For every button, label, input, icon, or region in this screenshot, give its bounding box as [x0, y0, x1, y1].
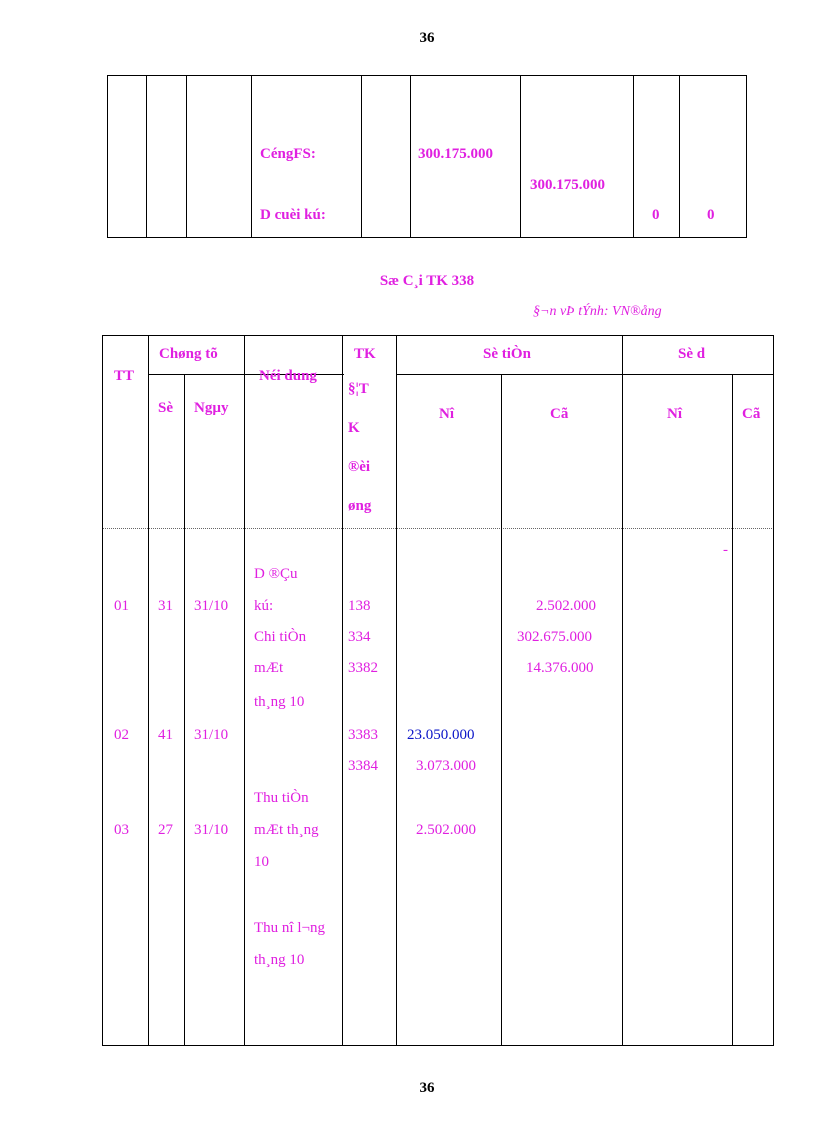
header-no-balance: Nî [667, 406, 682, 422]
total-label: CéngFS: [260, 146, 316, 162]
header-tk-line3: ®èi [348, 459, 371, 475]
credit-amount: 14.376.000 [526, 660, 594, 676]
content-line: kú: [254, 598, 274, 614]
content-line: Thu tiÒn [254, 790, 309, 806]
col-line [773, 335, 774, 1046]
col-line [501, 374, 502, 1046]
row-tt: 03 [114, 822, 129, 838]
col-line [342, 335, 343, 1046]
ledger-title: Sæ C¸i TK 338 [379, 273, 475, 289]
content-line: th¸ng 10 [254, 694, 305, 710]
row-tt: 02 [114, 727, 129, 743]
end-balance-label: D cuèi kú: [260, 207, 326, 223]
header-tk: TK [354, 346, 376, 362]
col-divider [251, 76, 252, 237]
page-number-top: 36 [419, 30, 435, 46]
content-line: Thu nî l¬ng [254, 920, 325, 936]
row-ngay: 31/10 [194, 822, 229, 838]
tk-value: 138 [348, 598, 371, 614]
col-divider [679, 76, 680, 237]
col-divider [186, 76, 187, 237]
balance-dash: - [723, 542, 728, 558]
debit-total: 300.175.000 [418, 146, 493, 162]
content-line: th¸ng 10 [254, 952, 305, 968]
row-so: 41 [158, 727, 173, 743]
tk-value: 3384 [348, 758, 378, 774]
col-line [148, 335, 149, 1046]
amount-divider [397, 374, 774, 375]
col-line [396, 335, 397, 1046]
debit-amount: 23.050.000 [407, 727, 475, 743]
end-debit: 0 [652, 207, 660, 223]
ledger-table [102, 335, 774, 1046]
tk-value: 3383 [348, 727, 378, 743]
debit-amount: 2.502.000 [416, 822, 476, 838]
header-co: Cã [550, 406, 569, 422]
col-divider [410, 76, 411, 237]
col-divider [633, 76, 634, 237]
header-tk-line1: §¦T [348, 381, 369, 397]
row-so: 27 [158, 822, 173, 838]
row-tt: 01 [114, 598, 129, 614]
debit-amount: 3.073.000 [416, 758, 476, 774]
row-ngay: 31/10 [194, 727, 229, 743]
col-line [102, 335, 103, 1046]
content-line: mÆt th¸ng [254, 822, 319, 838]
header-sotien: Sè tiÒn [483, 346, 531, 362]
row-ngay: 31/10 [194, 598, 229, 614]
credit-total: 300.175.000 [530, 177, 605, 193]
unit-note: §¬n vÞ tÝnh: VN®ång [533, 304, 662, 319]
col-line [244, 335, 245, 1046]
header-tk-line4: øng [348, 498, 372, 514]
header-no: Nî [439, 406, 454, 422]
header-sodu: Sè d [678, 346, 706, 362]
tk-value: 3382 [348, 660, 378, 676]
header-noidung: Néi dung [259, 368, 317, 384]
header-ngay: Ngµy [194, 400, 229, 416]
end-credit: 0 [707, 207, 715, 223]
content-line: D ®Çu [254, 566, 298, 582]
header-separator [102, 528, 774, 529]
col-line [622, 335, 623, 1046]
col-line [732, 374, 733, 1046]
col-line [184, 374, 185, 1046]
header-chungtu: Chøng tõ [159, 346, 218, 362]
col-divider [146, 76, 147, 237]
header-tk-line2: K [348, 420, 360, 436]
content-line: 10 [254, 854, 269, 870]
summary-table [107, 75, 747, 238]
table-border-bottom [102, 1045, 774, 1046]
credit-amount: 302.675.000 [517, 629, 592, 645]
tk-value: 334 [348, 629, 371, 645]
page-number-bottom: 36 [419, 1080, 435, 1096]
header-co-balance: Cã [742, 406, 761, 422]
col-divider [520, 76, 521, 237]
content-line: mÆt [254, 660, 284, 676]
row-so: 31 [158, 598, 173, 614]
table-border-top [102, 335, 774, 336]
credit-amount: 2.502.000 [536, 598, 596, 614]
header-so: Sè [158, 400, 173, 416]
col-divider [361, 76, 362, 237]
header-tt: TT [114, 368, 135, 384]
content-line: Chi tiÒn [254, 629, 307, 645]
